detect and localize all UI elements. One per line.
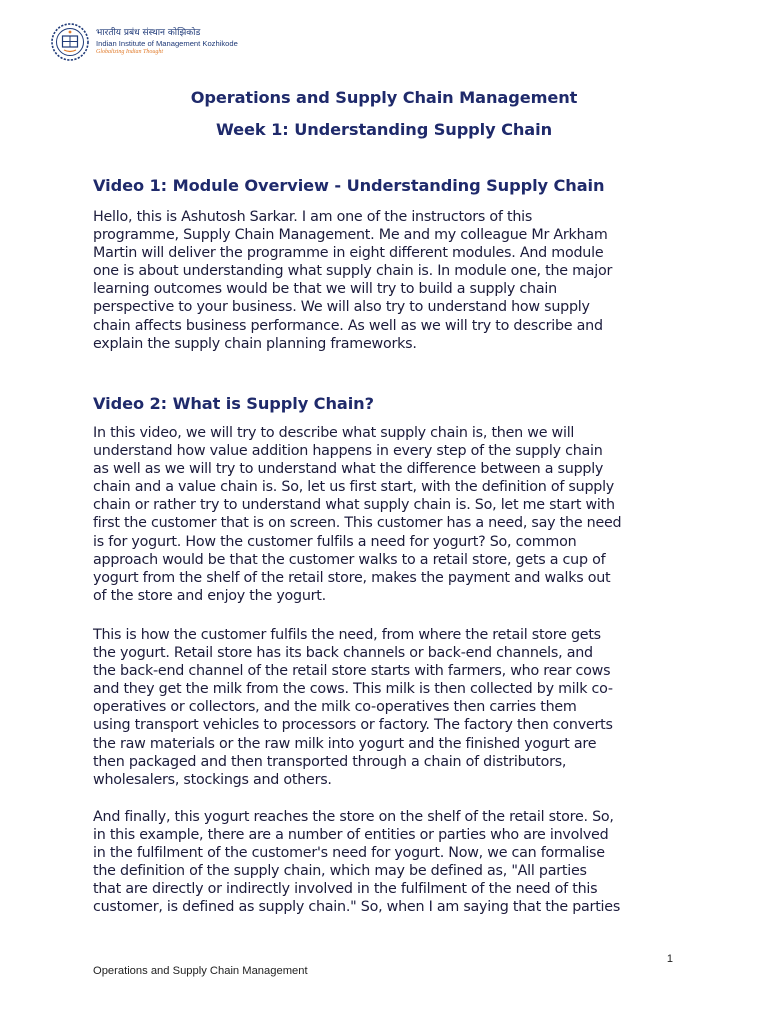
institute-logo xyxy=(50,22,238,62)
paragraph-line: In this video, we will try to describe what supply chain is, then we will xyxy=(93,425,575,441)
paragraph-line: is for yogurt. How the customer fulfils a need for yogurt? So, common xyxy=(93,533,577,550)
paragraph-line: using transport vehicles to processors or factory. The factory then converts xyxy=(93,717,613,734)
paragraph-line: in this example, there are a number of entities or parties who are involved xyxy=(93,827,609,844)
paragraph-line: understand how value addition happens in every step of the supply chain xyxy=(93,443,603,460)
video2-heading: Video 2: What is Supply Chain? xyxy=(93,394,374,413)
paragraph-line: explain the supply chain planning frameworks. xyxy=(93,335,417,352)
paragraph-line: This is how the customer fulfils the need, from where the retail store gets xyxy=(93,627,601,643)
video2-paragraph-2 xyxy=(93,626,679,789)
video2-paragraph-3 xyxy=(93,808,679,917)
paragraph-line: as well as we will try to understand what the difference between a supply xyxy=(93,461,604,478)
paragraph-line: one is about understanding what supply chain is. In module one, the major xyxy=(93,263,613,280)
course-title: Operations and Supply Chain Management xyxy=(190,88,578,107)
paragraph-line: customer, is defined as supply chain." So, when I am saying that the parties xyxy=(93,899,621,916)
paragraph-line: wholesalers, stockings and others. xyxy=(93,771,332,788)
logo-text-block xyxy=(96,28,238,56)
video2-paragraph-1 xyxy=(93,424,679,605)
video1-heading: Video 1: Module Overview - Understanding Supply Chain xyxy=(93,176,605,195)
week-title: Week 1: Understanding Supply Chain xyxy=(215,120,553,139)
logo-english-name: Indian Institute of Management Kozhikode xyxy=(96,39,238,49)
logo-tagline: Globalizing Indian Thought xyxy=(96,48,164,55)
paragraph-line: the raw materials or the raw milk into yogurt and the finished yogurt are xyxy=(93,735,597,752)
paragraph-line: Martin will deliver the programme in eight different modules. And module xyxy=(93,245,604,262)
paragraph-line: chain or rather try to understand what supply chain is. So, let me start with xyxy=(93,497,615,514)
paragraph-line: of the store and enjoy the yogurt. xyxy=(93,587,326,604)
paragraph-line: perspective to your business. We will also try to understand how supply xyxy=(93,299,590,316)
paragraph-line: in the fulfilment of the customer's need for yogurt. Now, we can formalise xyxy=(93,845,605,862)
paragraph-line: the definition of the supply chain, which may be defined as, "All parties xyxy=(93,863,587,880)
footer-title: Operations and Supply Chain Management xyxy=(93,965,308,977)
paragraph-line: chain affects business performance. As well as we will try to describe and xyxy=(93,317,603,334)
paragraph-line: Hello, this is Ashutosh Sarkar. I am one of the instructors of this xyxy=(93,209,533,225)
paragraph-line: the back-end channel of the retail store starts with farmers, who rear cows xyxy=(93,663,611,680)
video1-paragraph xyxy=(93,208,679,353)
paragraph-line: approach would be that the customer walks to a retail store, gets a cup of xyxy=(93,551,606,568)
logo-hindi-name: भारतीय प्रबंध संस्थान कोझिकोड xyxy=(96,27,201,38)
paragraph-line: programme, Supply Chain Management. Me and my colleague Mr Arkham xyxy=(93,227,608,244)
paragraph-line: the yogurt. Retail store has its back channels or back-end channels, and xyxy=(93,645,593,662)
paragraph-line: first the customer that is on screen. This customer has a need, say the need xyxy=(93,515,622,532)
page-number: 1 xyxy=(666,953,673,965)
paragraph-line: that are directly or indirectly involved in the fulfilment of the need of this xyxy=(93,881,598,898)
paragraph-line: then packaged and then transported through a chain of distributors, xyxy=(93,753,567,770)
paragraph-line: and they get the milk from the cows. This milk is then collected by milk co- xyxy=(93,681,613,698)
paragraph-line: yogurt from the shelf of the retail store, makes the payment and walks out xyxy=(93,569,611,586)
iim-emblem-icon xyxy=(50,22,90,62)
paragraph-line: learning outcomes would be that we will try to build a supply chain xyxy=(93,281,557,298)
paragraph-line: chain and a value chain is. So, let us first start, with the definition of supply xyxy=(93,479,615,496)
paragraph-line: And finally, this yogurt reaches the store on the shelf of the retail store. So, xyxy=(93,809,614,825)
paragraph-line: operatives or collectors, and the milk co-operatives then carries them xyxy=(93,699,577,716)
